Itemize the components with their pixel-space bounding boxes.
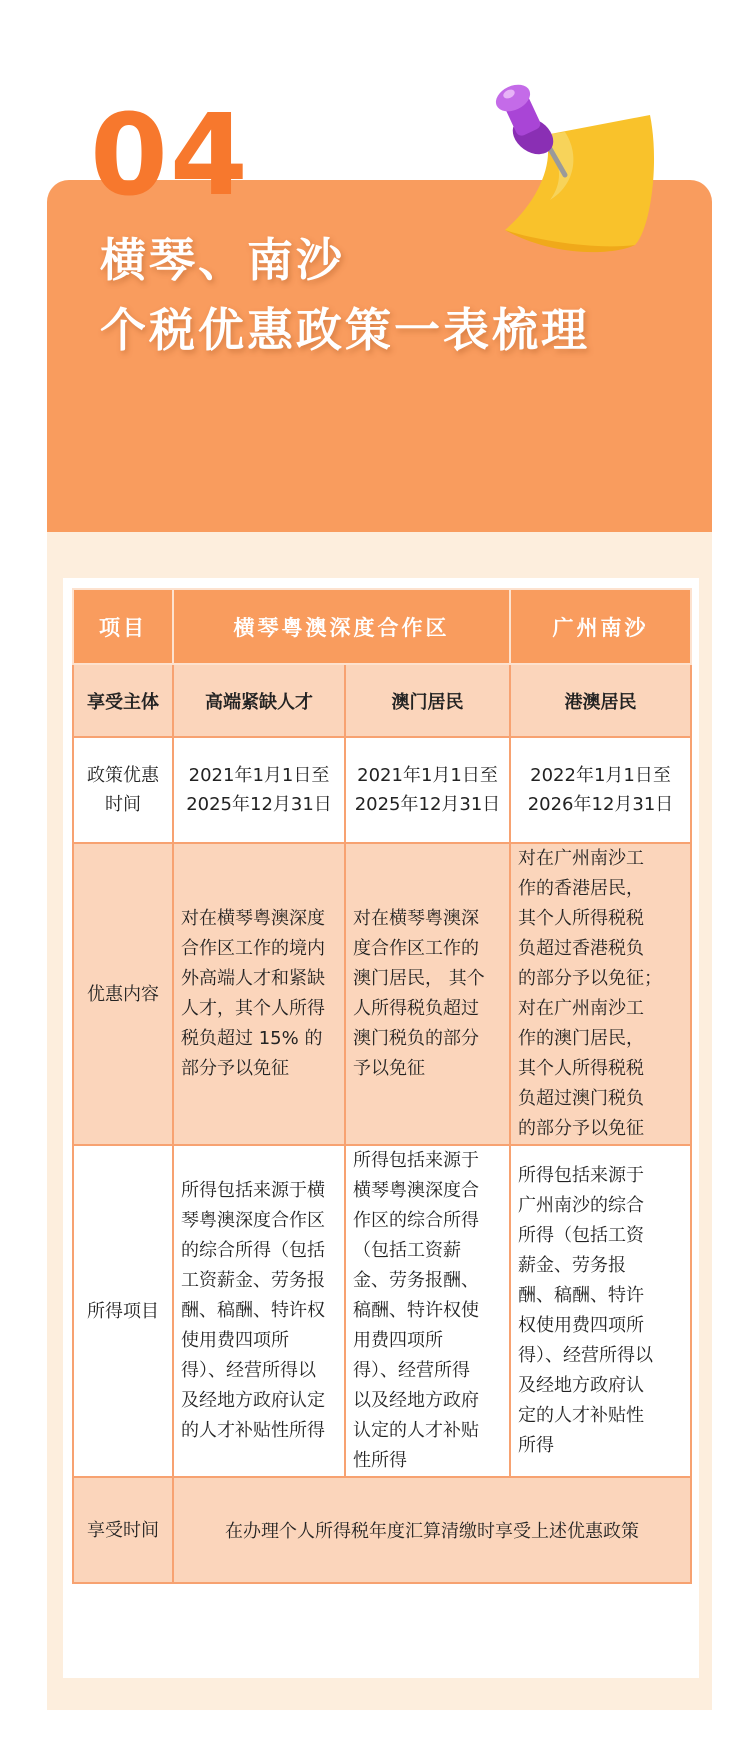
cell-text-line: 其个人所得税税 bbox=[518, 1058, 644, 1079]
cell-text-line: 所得包括来源于横 bbox=[181, 1180, 325, 1201]
period-col1-line1: 2021年1月1日至 bbox=[188, 765, 330, 786]
benefit-col3 bbox=[510, 843, 691, 1145]
cell-text-line: 对在横琴粤澳深度 bbox=[181, 908, 325, 929]
beneficiary-col2: 澳门居民 bbox=[345, 664, 510, 737]
period-col3 bbox=[510, 737, 691, 843]
cell-text-line: 所得包括来源于 bbox=[518, 1165, 644, 1186]
cell-text-line: 所得 bbox=[518, 1435, 554, 1456]
cell-text-line: 人才，其个人所得 bbox=[181, 998, 325, 1019]
cell-text-line: 琴粤澳深度合作区 bbox=[181, 1210, 325, 1231]
cell-text-line: 部分予以免征 bbox=[181, 1058, 289, 1079]
header-nansha: 广州南沙 bbox=[510, 589, 691, 664]
cell-text-line: 用费四项所 bbox=[353, 1330, 443, 1351]
table-row-claim-time bbox=[73, 1477, 691, 1583]
period-col2 bbox=[345, 737, 510, 843]
cell-text-line: 得）、经营所得 bbox=[353, 1360, 470, 1381]
title-line-1: 横琴、南沙 bbox=[100, 233, 345, 287]
cell-text-line: 人所得税负超过 bbox=[353, 998, 479, 1019]
cell-text-line: 的综合所得（包括 bbox=[181, 1240, 325, 1261]
cell-text-line: 其个人所得税税 bbox=[518, 908, 644, 929]
period-col2-line1: 2021年1月1日至 bbox=[357, 765, 498, 786]
cell-text-line: 作区的综合所得 bbox=[353, 1210, 479, 1231]
cell-text-line: 的部分予以免征； bbox=[518, 968, 662, 989]
cell-text-line: 澳门税负的部分 bbox=[353, 1028, 479, 1049]
cell-text-line: 度合作区工作的 bbox=[353, 938, 479, 959]
income-col2 bbox=[345, 1145, 510, 1477]
table-header-row bbox=[73, 589, 691, 664]
cell-text-line: （包括工资薪 bbox=[353, 1240, 461, 1261]
cell-text-line: 对在广州南沙工 bbox=[518, 998, 644, 1019]
period-col1-line2: 2025年12月31日 bbox=[186, 794, 332, 815]
cell-text-line: 酬、稿酬、特许 bbox=[518, 1285, 644, 1306]
cell-text-line: 使用费四项所 bbox=[181, 1330, 289, 1351]
benefit-col1 bbox=[173, 843, 345, 1145]
cell-text-line: 予以免征 bbox=[353, 1058, 425, 1079]
title-line-2: 个税优惠政策一表梳理 bbox=[100, 303, 590, 357]
cell-text-line: 合作区工作的境内 bbox=[181, 938, 325, 959]
cell-text-line: 作的香港居民， bbox=[518, 878, 644, 899]
cell-text-line: 对在广州南沙工 bbox=[518, 848, 644, 869]
benefit-label: 优惠内容 bbox=[73, 843, 173, 1145]
cell-text-line: 工资薪金、劳务报 bbox=[181, 1270, 325, 1291]
section-number: 04 bbox=[90, 91, 250, 221]
table-row-period bbox=[73, 737, 691, 843]
cell-text-line: 权使用费四项所 bbox=[518, 1315, 644, 1336]
beneficiary-col1: 高端紧缺人才 bbox=[173, 664, 345, 737]
cell-text-line: 广州南沙的综合 bbox=[518, 1195, 644, 1216]
claim-time-label: 享受时间 bbox=[73, 1477, 173, 1583]
policy-table bbox=[72, 588, 692, 1584]
header-item: 项目 bbox=[73, 589, 173, 664]
cell-text-line: 负超过香港税负 bbox=[518, 938, 644, 959]
period-label-line2: 时间 bbox=[105, 794, 141, 815]
cell-text-line: 薪金、劳务报 bbox=[518, 1255, 626, 1276]
income-label: 所得项目 bbox=[73, 1145, 173, 1477]
period-col1 bbox=[173, 737, 345, 843]
cell-text-line: 稿酬、特许权使 bbox=[353, 1300, 479, 1321]
benefit-col2 bbox=[345, 843, 510, 1145]
cell-text-line: 得）、经营所得以 bbox=[181, 1360, 316, 1381]
page-title bbox=[100, 225, 590, 365]
table-row-beneficiary bbox=[73, 664, 691, 737]
cell-text-line: 认定的人才补贴 bbox=[353, 1420, 479, 1441]
cell-text-line: 所得包括来源于 bbox=[353, 1150, 479, 1171]
cell-text-line: 对在横琴粤澳深 bbox=[353, 908, 479, 929]
cell-text-line: 及经地方政府认定 bbox=[181, 1390, 325, 1411]
cell-text-line: 作的澳门居民， bbox=[518, 1028, 644, 1049]
beneficiary-col3: 港澳居民 bbox=[510, 664, 691, 737]
table-row-benefit bbox=[73, 843, 691, 1145]
table-row-income bbox=[73, 1145, 691, 1477]
cell-text-line: 及经地方政府认 bbox=[518, 1375, 644, 1396]
cell-text-line: 税负超过 15% 的 bbox=[181, 1028, 323, 1049]
cell-text-line: 横琴粤澳深度合 bbox=[353, 1180, 479, 1201]
cell-text-line: 性所得 bbox=[353, 1450, 407, 1471]
period-label bbox=[73, 737, 173, 843]
cell-text-line: 负超过澳门税负 bbox=[518, 1088, 644, 1109]
cell-text-line: 外高端人才和紧缺 bbox=[181, 968, 325, 989]
cell-text-line: 得）、经营所得以 bbox=[518, 1345, 653, 1366]
cell-text-line: 金、劳务报酬、 bbox=[353, 1270, 479, 1291]
cell-text-line: 澳门居民， 其个 bbox=[353, 968, 485, 989]
cell-text-line: 的人才补贴性所得 bbox=[181, 1420, 325, 1441]
header-hengqin: 横琴粤澳深度合作区 bbox=[173, 589, 510, 664]
period-label-line1: 政策优惠 bbox=[87, 765, 159, 786]
beneficiary-label: 享受主体 bbox=[73, 664, 173, 737]
cell-text-line: 的部分予以免征 bbox=[518, 1118, 644, 1139]
policy-table-card bbox=[63, 578, 699, 1678]
income-col1 bbox=[173, 1145, 345, 1477]
income-col3 bbox=[510, 1145, 691, 1477]
period-col3-line1: 2022年1月1日至 bbox=[530, 765, 671, 786]
cell-text-line: 以及经地方政府 bbox=[353, 1390, 479, 1411]
cell-text-line: 所得（包括工资 bbox=[518, 1225, 644, 1246]
period-col2-line2: 2025年12月31日 bbox=[354, 794, 501, 815]
cell-text-line: 定的人才补贴性 bbox=[518, 1405, 644, 1426]
claim-time-value: 在办理个人所得税年度汇算清缴时享受上述优惠政策 bbox=[173, 1477, 691, 1583]
period-col3-line2: 2026年12月31日 bbox=[527, 794, 674, 815]
cell-text-line: 酬、稿酬、特许权 bbox=[181, 1300, 325, 1321]
